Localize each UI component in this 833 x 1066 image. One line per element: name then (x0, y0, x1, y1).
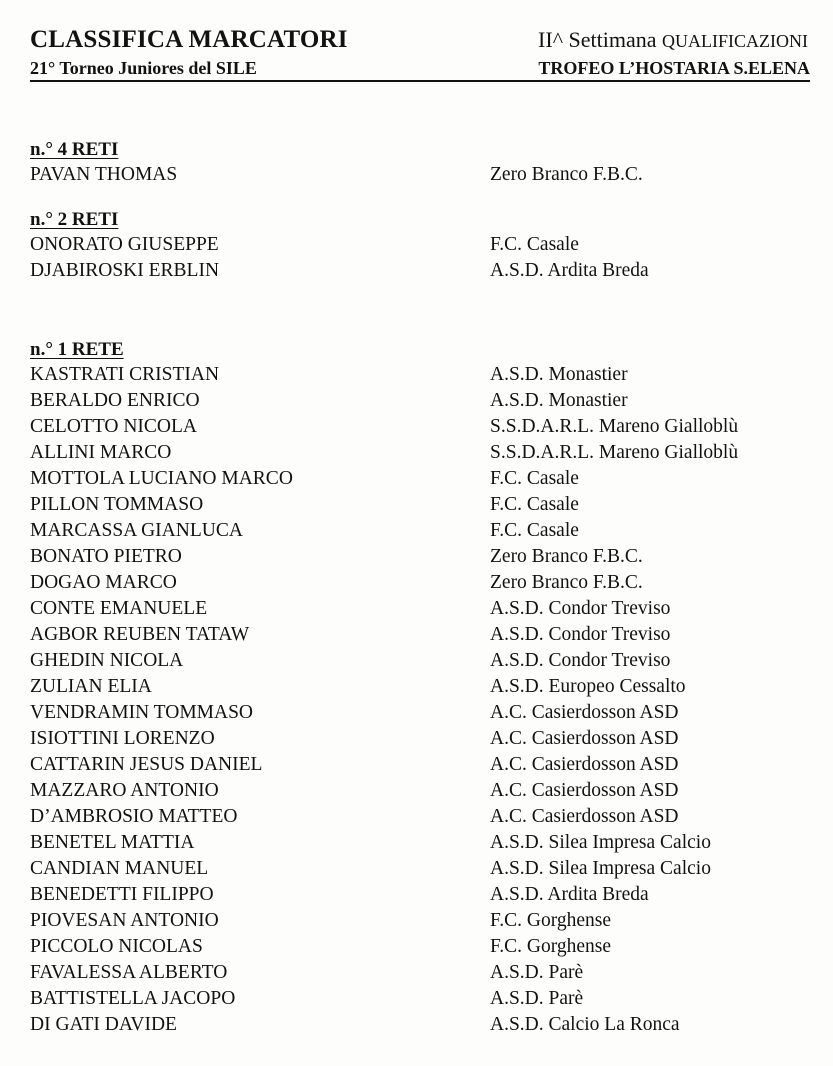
team-name: A.C. Casierdosson ASD (490, 728, 679, 749)
player-name: DJABIROSKI ERBLIN (30, 260, 220, 281)
player-name: PILLON TOMMASO (30, 494, 204, 515)
player-name: KASTRATI CRISTIAN (30, 364, 220, 385)
team-name: A.S.D. Parè (490, 988, 584, 1009)
scorer-row (30, 162, 820, 188)
team-name: A.S.D. Silea Impresa Calcio (490, 858, 711, 879)
team-name: F.C. Casale (490, 520, 579, 541)
team-name: Zero Branco F.B.C. (490, 164, 643, 185)
scorer-row (30, 986, 820, 1012)
section-2-goals (30, 208, 820, 284)
page-title: CLASSIFICA MARCATORI (30, 26, 348, 53)
scorer-row (30, 388, 820, 414)
week-suffix: QUALIFICAZIONI (662, 31, 808, 51)
player-name: BATTISTELLA JACOPO (30, 988, 236, 1009)
player-name: DI GATI DAVIDE (30, 1014, 177, 1035)
scorer-row (30, 700, 820, 726)
player-name: PICCOLO NICOLAS (30, 936, 203, 957)
trophy-name: TROFEO L’HOSTARIA S.ELENA (538, 58, 810, 78)
scorer-row (30, 570, 820, 596)
header-bottom-row (30, 58, 810, 82)
team-name: S.S.D.A.R.L. Mareno Gialloblù (490, 416, 739, 437)
section-title: n.° 2 RETI (30, 209, 119, 230)
scorer-row (30, 830, 820, 856)
player-name: MOTTOLA LUCIANO MARCO (30, 468, 293, 489)
team-name: A.C. Casierdosson ASD (490, 754, 679, 775)
scorer-row (30, 362, 820, 388)
team-name: A.S.D. Europeo Cessalto (490, 676, 686, 697)
week-prefix: II^ Settimana (538, 27, 657, 52)
team-name: A.S.D. Calcio La Ronca (490, 1014, 680, 1035)
player-name: BENEDETTI FILIPPO (30, 884, 214, 905)
player-name: CELOTTO NICOLA (30, 416, 197, 437)
team-name: A.S.D. Condor Treviso (490, 624, 671, 645)
scorer-row (30, 1012, 820, 1038)
scorer-row (30, 258, 820, 284)
scorers-list (30, 138, 820, 1038)
section-1-goal (30, 338, 820, 1038)
scorer-row (30, 882, 820, 908)
scorer-row (30, 856, 820, 882)
header-top-row (30, 26, 810, 58)
player-name: FAVALESSA ALBERTO (30, 962, 228, 983)
player-name: MAZZARO ANTONIO (30, 780, 219, 801)
player-name: MARCASSA GIANLUCA (30, 520, 243, 541)
scorer-row (30, 648, 820, 674)
team-name: A.S.D. Condor Treviso (490, 598, 671, 619)
scorer-row (30, 726, 820, 752)
player-name: BERALDO ENRICO (30, 390, 200, 411)
player-name: CATTARIN JESUS DANIEL (30, 754, 263, 775)
team-name: A.S.D. Ardita Breda (490, 884, 649, 905)
team-name: A.S.D. Monastier (490, 390, 628, 411)
document-header (30, 26, 810, 82)
player-name: ONORATO GIUSEPPE (30, 234, 219, 255)
player-name: CANDIAN MANUEL (30, 858, 209, 879)
scorer-row (30, 232, 820, 258)
player-name: PIOVESAN ANTONIO (30, 910, 219, 931)
team-name: F.C. Casale (490, 468, 579, 489)
tournament-name: 21° Torneo Juniores del SILE (30, 58, 257, 78)
team-name: F.C. Casale (490, 234, 579, 255)
scorer-row (30, 544, 820, 570)
scorer-row (30, 622, 820, 648)
player-name: BONATO PIETRO (30, 546, 182, 567)
player-name: CONTE EMANUELE (30, 598, 208, 619)
week-label (538, 27, 808, 53)
scorer-row (30, 960, 820, 986)
scorer-row (30, 752, 820, 778)
team-name: F.C. Casale (490, 494, 579, 515)
scorer-row (30, 596, 820, 622)
scorer-row (30, 778, 820, 804)
scorer-row (30, 908, 820, 934)
team-name: Zero Branco F.B.C. (490, 546, 643, 567)
scorer-row (30, 440, 820, 466)
scorer-row (30, 414, 820, 440)
scorer-row (30, 674, 820, 700)
team-name: A.S.D. Condor Treviso (490, 650, 671, 671)
player-name: GHEDIN NICOLA (30, 650, 184, 671)
player-name: BENETEL MATTIA (30, 832, 195, 853)
player-name: D’AMBROSIO MATTEO (30, 806, 238, 827)
player-name: ALLINI MARCO (30, 442, 172, 463)
scorer-row (30, 492, 820, 518)
section-title: n.° 4 RETI (30, 139, 119, 160)
team-name: A.S.D. Parè (490, 962, 584, 983)
team-name: A.C. Casierdosson ASD (490, 702, 679, 723)
scorer-row (30, 518, 820, 544)
player-name: DOGAO MARCO (30, 572, 177, 593)
team-name: Zero Branco F.B.C. (490, 572, 643, 593)
scorer-row (30, 466, 820, 492)
scorer-row (30, 934, 820, 960)
team-name: A.S.D. Ardita Breda (490, 260, 649, 281)
section-title: n.° 1 RETE (30, 339, 124, 360)
team-name: A.S.D. Silea Impresa Calcio (490, 832, 711, 853)
player-name: VENDRAMIN TOMMASO (30, 702, 254, 723)
team-name: F.C. Gorghense (490, 910, 612, 931)
player-name: ISIOTTINI LORENZO (30, 728, 215, 749)
player-name: ZULIAN ELIA (30, 676, 152, 697)
player-name: AGBOR REUBEN TATAW (30, 624, 250, 645)
team-name: A.C. Casierdosson ASD (490, 806, 679, 827)
team-name: A.S.D. Monastier (490, 364, 628, 385)
player-name: PAVAN THOMAS (30, 164, 178, 185)
team-name: A.C. Casierdosson ASD (490, 780, 679, 801)
team-name: F.C. Gorghense (490, 936, 612, 957)
team-name: S.S.D.A.R.L. Mareno Gialloblù (490, 442, 739, 463)
section-4-goals (30, 138, 820, 188)
scorer-row (30, 804, 820, 830)
